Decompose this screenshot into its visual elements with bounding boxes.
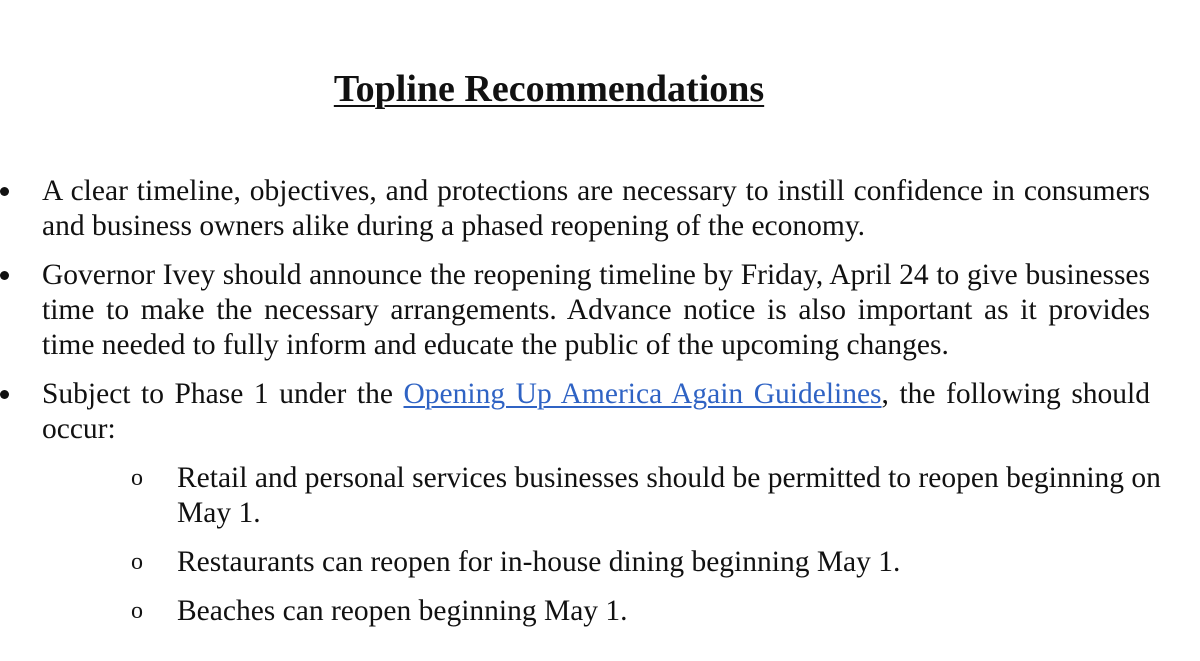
circle-bullet-icon: o — [131, 549, 143, 575]
phase-1-sublist — [42, 461, 1161, 629]
sub-item-text: Beaches can reopen beginning May 1. — [177, 595, 628, 627]
bullet-text: Governor Ivey should announce the reopening timeline by Friday, April 24 to give businesses time to make the necessary arrangements. Advance notice is also important as it provides time needed to fully inform and educate the public of the upcoming changes. — [42, 259, 1150, 361]
sub-item-text: Restaurants can reopen for in-house dining beginning May 1. — [177, 546, 901, 578]
bullet-prefix: Subject to Phase 1 under the — [42, 378, 404, 410]
sub-list-item — [42, 545, 1192, 580]
bullet-icon — [0, 390, 9, 399]
sub-item-text: Retail and personal services businesses should be permitted to reopen beginning on May 1. — [177, 462, 1161, 529]
bullet-icon — [0, 271, 9, 280]
circle-bullet-icon: o — [131, 598, 143, 624]
bullet-suffix: , the following should occur: — [42, 378, 1150, 445]
list-item — [0, 174, 1150, 244]
bullet-icon — [0, 187, 9, 196]
list-item — [0, 377, 1161, 629]
list-item — [0, 258, 1150, 363]
bullet-text: A clear timeline, objectives, and protections are necessary to instill confidence in consumers and business owners alike during a phased reopening of the economy. — [42, 175, 1150, 242]
sub-list-item — [42, 461, 1192, 531]
sub-list-item — [42, 594, 1192, 629]
guidelines-link[interactable]: Opening Up America Again Guidelines — [403, 378, 882, 410]
recommendations-list — [0, 174, 1200, 643]
circle-bullet-icon: o — [131, 465, 143, 491]
document-title: Topline Recommendations — [333, 68, 765, 110]
